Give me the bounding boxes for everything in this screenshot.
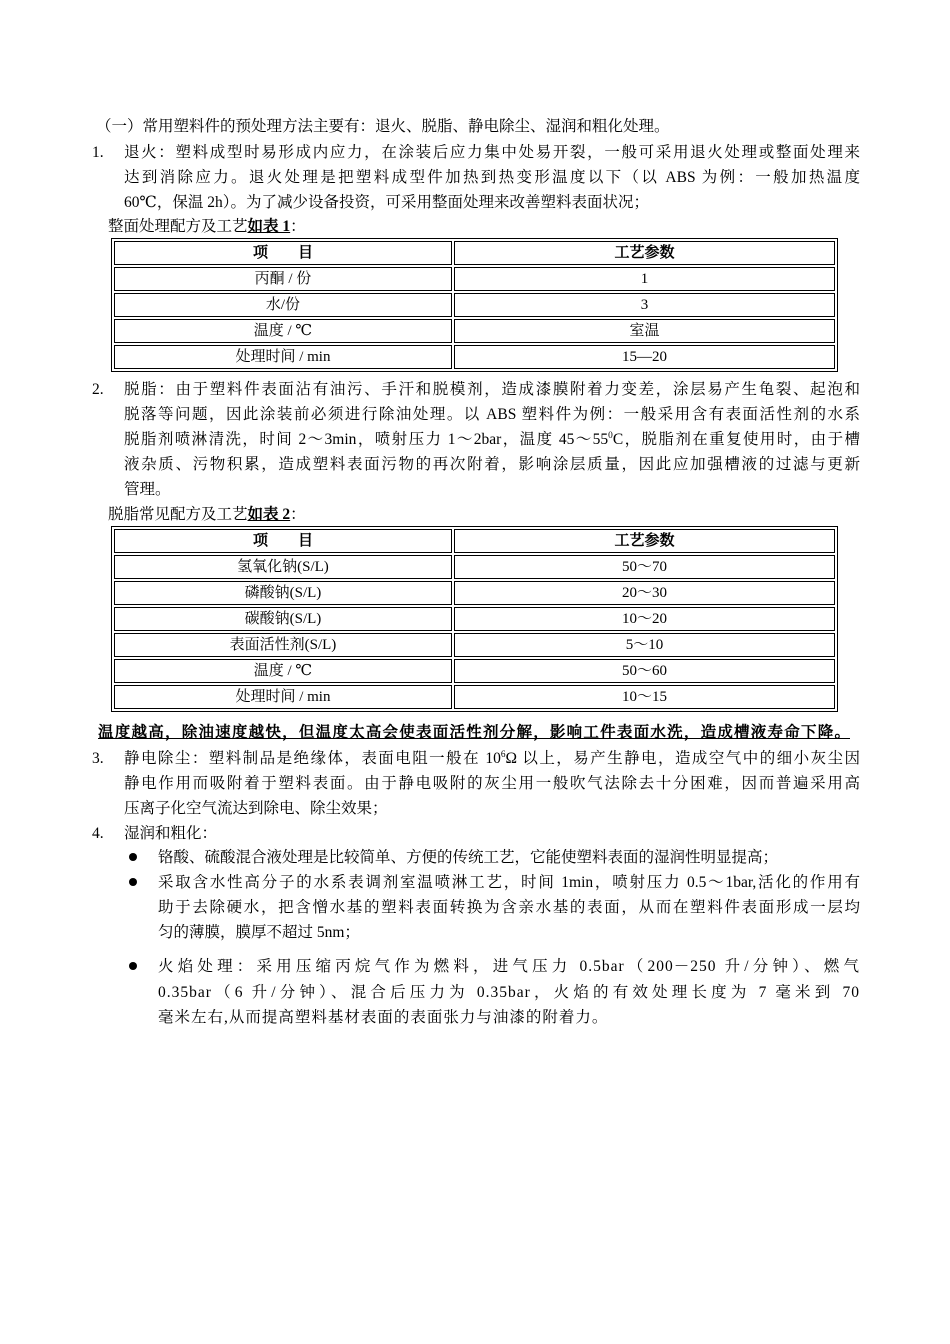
table-header-row	[114, 241, 835, 265]
table-row	[114, 555, 835, 579]
item-1-number: 1.	[92, 144, 104, 161]
table-cell: 温度 / ℃	[114, 319, 452, 343]
table-row	[114, 293, 835, 317]
bullet-line: 铬酸、硫酸混合液处理是比较简单、方便的传统工艺，它能使塑料表面的湿润性明显提高；	[158, 849, 779, 866]
table-header-row	[114, 529, 835, 553]
table-cell: 50～70	[454, 555, 835, 579]
table-cell: 水/份	[114, 293, 452, 317]
bullet-line: 毫米左右,从而提高塑料基材表面的表面张力与油漆的附着力。	[158, 1009, 609, 1026]
paragraph-line: 脱落等问题，因此涂装前必须进行除油处理。以 ABS 塑料件为例：一般采用含有表面活性剂的水系	[124, 406, 860, 423]
table-row	[114, 345, 835, 369]
intro-line: （一）常用塑料件的预处理方法主要有：退火、脱脂、静电除尘、湿润和粗化处理。	[96, 118, 670, 135]
table-row	[114, 633, 835, 657]
paragraph-line: 液杂质、污物积累，造成塑料表面污物的再次附着，影响涂层质量，因此应加强槽液的过滤与更新	[124, 456, 860, 473]
table-row	[114, 267, 835, 291]
paragraph-line: 脱脂：由于塑料件表面沾有油污、手汗和脱模剂，造成漆膜附着力变差，涂层易产生龟裂、起泡和	[124, 381, 860, 398]
table-header-cell: 项 目	[114, 529, 452, 553]
item-1-annealing-paragraph	[124, 140, 860, 215]
line-segment: 脱脂剂喷淋清洗，时间 2～3min，喷射压力 1～2bar，温度 45～55	[124, 431, 609, 448]
paragraph-line: 管理。	[124, 481, 171, 498]
paragraph-line: 退火：塑料成型时易形成内应力，在涂装后应力集中处易开裂，一般可采用退火处理或整面处理来	[124, 144, 860, 161]
table-cell: 3	[454, 293, 835, 317]
table-1-caption	[108, 214, 306, 239]
table-row	[114, 659, 835, 683]
bullet-1-chromic-acid	[158, 845, 860, 870]
table-cell: 丙酮 / 份	[114, 267, 452, 291]
line-segment: C，脱脂剂在重复使用时，由于槽	[612, 431, 861, 448]
bullet-dot	[129, 853, 137, 861]
temperature-warning-note: 温度越高，除油速度越快，但温度太高会使表面活性剂分解，影响工件表面水洗，造成槽液寿命下降。	[98, 724, 850, 741]
table-2-caption	[108, 502, 306, 527]
paragraph-line: 静电作用而吸附着于塑料表面。由于静电吸附的灰尘用一般吹气法除去十分困难，因而普遍采用高	[124, 775, 860, 792]
table-cell: 氢氧化钠(S/L)	[114, 555, 452, 579]
paragraph-line	[124, 746, 860, 771]
bullet-line: 助于去除硬水，把含憎水基的塑料表面转换为含亲水基的表面，从而在塑料件表面形成一层均	[158, 899, 860, 916]
bullet-3-flame-treatment	[158, 954, 860, 1031]
paragraph-line: 压离子化空气流达到除电、除尘效果；	[124, 800, 388, 817]
paragraph-line: 60℃，保温 2h）。为了减少设备投资，可采用整面处理来改善塑料表面状况；	[124, 194, 649, 211]
table-1-surface-treatment	[111, 238, 838, 372]
caption-colon: ：	[290, 506, 306, 523]
item-2-degreasing-paragraph	[124, 377, 860, 502]
line-segment: Ω 以上，易产生静电，造成空气中的细小灰尘因	[505, 750, 860, 767]
table-2-degreasing-formula	[111, 526, 838, 712]
caption-colon: ：	[290, 218, 306, 235]
bullet-dot	[129, 878, 137, 886]
table-cell: 处理时间 / min	[114, 345, 452, 369]
table-cell: 室温	[454, 319, 835, 343]
table-cell: 表面活性剂(S/L)	[114, 633, 452, 657]
item-4-number: 4.	[92, 825, 104, 842]
table-row	[114, 685, 835, 709]
bullet-line: 火焰处理：采用压缩丙烷气作为燃料，进气压力 0.5bar（200－250 升/分钟）、燃气	[158, 958, 860, 975]
superscript: 6	[500, 749, 506, 760]
table-reference: 如表 1	[247, 218, 291, 235]
item-2-number: 2.	[92, 381, 104, 398]
paragraph-line	[124, 427, 860, 452]
table-cell: 10～20	[454, 607, 835, 631]
table-cell: 处理时间 / min	[114, 685, 452, 709]
table-cell: 1	[454, 267, 835, 291]
bullet-line: 匀的薄膜，膜厚不超过 5nm；	[158, 924, 360, 941]
table-row	[114, 607, 835, 631]
table-cell: 温度 / ℃	[114, 659, 452, 683]
table-cell: 5～10	[454, 633, 835, 657]
table-cell: 10～15	[454, 685, 835, 709]
caption-text: 整面处理配方及工艺	[108, 218, 248, 235]
table-cell: 15—20	[454, 345, 835, 369]
table-header-cell: 工艺参数	[454, 529, 835, 553]
caption-text: 脱脂常见配方及工艺	[108, 506, 248, 523]
table-header-cell: 项 目	[114, 241, 452, 265]
item-4-heading: 湿润和粗化：	[124, 825, 218, 842]
table-cell: 碳酸钠(S/L)	[114, 607, 452, 631]
table-reference: 如表 2	[247, 506, 291, 523]
item-3-static-dust-removal-paragraph	[124, 746, 860, 821]
superscript: 0	[608, 430, 613, 441]
table-row	[114, 581, 835, 605]
table-cell: 20～30	[454, 581, 835, 605]
bullet-dot	[129, 962, 137, 970]
line-segment: 静电除尘：塑料制品是绝缘体，表面电阻一般在 10	[124, 750, 501, 767]
table-header-cell: 工艺参数	[454, 241, 835, 265]
bullet-2-surface-conditioning	[158, 870, 860, 945]
table-row	[114, 319, 835, 343]
bullet-line: 采取含水性高分子的水系表调剂室温喷淋工艺，时间 1min，喷射压力 0.5～1bar,活化的作用有	[158, 874, 860, 891]
item-3-number: 3.	[92, 750, 104, 767]
bullet-line: 0.35bar（6 升/分钟）、混合后压力为 0.35bar，火焰的有效处理长度为 7 毫米到 70	[158, 983, 860, 1001]
table-cell: 50～60	[454, 659, 835, 683]
table-cell: 磷酸钠(S/L)	[114, 581, 452, 605]
paragraph-line: 达到消除应力。退火处理是把塑料成型件加热到热变形温度以下（以 ABS 为例：一般加热温度	[124, 169, 860, 186]
